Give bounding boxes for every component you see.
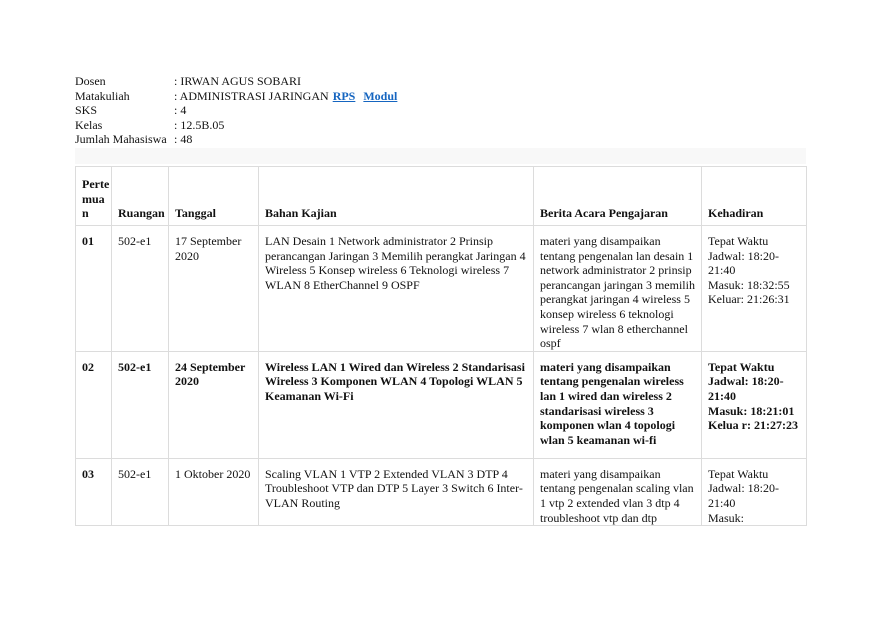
ruangan-cell: 502-e1 bbox=[112, 351, 169, 458]
info-row-dosen bbox=[75, 74, 397, 89]
tanggal-cell: 17 September 2020 bbox=[169, 226, 259, 352]
kelas-label: Kelas bbox=[75, 117, 103, 132]
header-bahan: Bahan Kajian bbox=[259, 167, 534, 226]
table-row bbox=[76, 226, 807, 352]
header-pertemuan bbox=[76, 167, 112, 226]
kelas-value: : 12.5B.05 bbox=[174, 117, 225, 132]
tanggal-cell: 1 Oktober 2020 bbox=[169, 458, 259, 525]
berita-cell: materi yang disampaikan tentang pengenalan scaling vlan 1 vtp 2 extended vlan 3 dtp 4 troubleshoot vtp dan dtp bbox=[534, 458, 702, 525]
header-tanggal: Tanggal bbox=[169, 167, 259, 226]
kehadiran-status: Tepat Waktu bbox=[708, 359, 775, 374]
dosen-value: : IRWAN AGUS SOBARI bbox=[174, 74, 302, 88]
kehadiran-keluar: Kelua r: 21:27:23 bbox=[708, 418, 798, 433]
info-row-jumlah bbox=[75, 132, 397, 147]
table-row bbox=[76, 351, 807, 458]
info-row-kelas bbox=[75, 118, 397, 133]
modul-link[interactable]: Modul bbox=[363, 88, 398, 103]
kehadiran-jadwal: Jadwal: 18:20-21:40 bbox=[708, 374, 784, 403]
header-pertemuan-c: n bbox=[82, 206, 89, 221]
header-pertemuan-a: Perte bbox=[82, 177, 110, 192]
kehadiran-status: Tepat Waktu bbox=[708, 234, 769, 248]
bahan-cell: Wireless LAN 1 Wired dan Wireless 2 Standarisasi Wireless 3 Komponen WLAN 4 Topologi WLAN 5 Keamanan Wi-Fi bbox=[259, 351, 534, 458]
jumlah-value: : 48 bbox=[174, 132, 193, 147]
matakuliah-label: Matakuliah bbox=[75, 88, 130, 103]
attendance-table bbox=[75, 166, 807, 526]
tanggal-cell: 24 September 2020 bbox=[169, 351, 259, 458]
header-kehadiran: Kehadiran bbox=[702, 167, 807, 226]
pertemuan-cell: 02 bbox=[76, 351, 112, 458]
kehadiran-status: Tepat Waktu bbox=[708, 466, 769, 481]
kehadiran-jadwal: Jadwal: 18:20-21:40 bbox=[708, 481, 779, 510]
pertemuan-cell: 03 bbox=[76, 458, 112, 525]
kehadiran-masuk: Masuk: 18:32:55 bbox=[708, 277, 790, 292]
course-info bbox=[75, 74, 397, 147]
kehadiran-cell bbox=[702, 351, 807, 458]
dosen-label: Dosen bbox=[75, 74, 106, 88]
course-links bbox=[329, 89, 398, 104]
jumlah-label: Jumlah Mahasiswa bbox=[75, 132, 167, 147]
pertemuan-cell: 01 bbox=[76, 226, 112, 352]
kehadiran-jadwal: Jadwal: 18:20-21:40 bbox=[708, 248, 779, 278]
kehadiran-keluar: Keluar: 21:26:31 bbox=[708, 292, 790, 307]
info-row-matakuliah bbox=[75, 89, 397, 104]
header-berita: Berita Acara Pengajaran bbox=[534, 167, 702, 226]
kehadiran-cell bbox=[702, 458, 807, 525]
divider-band bbox=[75, 148, 806, 164]
kehadiran-cell bbox=[702, 226, 807, 352]
bahan-cell: Scaling VLAN 1 VTP 2 Extended VLAN 3 DTP 4 Troubleshoot VTP dan DTP 5 Layer 3 Switch 6 Inter-VLAN Routing bbox=[259, 458, 534, 525]
berita-cell: materi yang disampaikan tentang pengenalan lan desain 1 network administrator 2 prinsip perancangan jaringan 3 memilih perangkat jaringan 4 wireless 5 konsep wireless 6 teknologi wireless 7 wlan 8 etherchannel ospf bbox=[534, 226, 702, 352]
sks-value: : 4 bbox=[174, 103, 187, 118]
header-pertemuan-b: mua bbox=[82, 191, 105, 206]
kehadiran-masuk: Masuk: 18:21:01 bbox=[708, 403, 795, 418]
matakuliah-value: : ADMINISTRASI JARINGAN bbox=[174, 88, 329, 103]
sks-label: SKS bbox=[75, 103, 98, 118]
kehadiran-masuk: Masuk: bbox=[708, 510, 744, 525]
berita-cell: materi yang disampaikan tentang pengenalan wireless lan 1 wired dan wireless 2 standarisasi wireless 3 komponen wlan 4 topologi wlan 5 keamanan wi-fi bbox=[534, 351, 702, 458]
table-header-row bbox=[76, 167, 807, 226]
table-row bbox=[76, 458, 807, 525]
rps-link[interactable]: RPS bbox=[332, 88, 356, 103]
ruangan-cell: 502-e1 bbox=[112, 458, 169, 525]
bahan-cell: LAN Desain 1 Network administrator 2 Prinsip perancangan Jaringan 3 Memilih perangkat Jaringan 4 Wireless 5 Konsep wireless 6 Teknologi wireless 7 WLAN 8 EtherChannel 9 OSPF bbox=[259, 226, 534, 352]
info-row-sks bbox=[75, 103, 397, 118]
header-ruangan: Ruangan bbox=[112, 167, 169, 226]
ruangan-cell: 502-e1 bbox=[112, 226, 169, 352]
